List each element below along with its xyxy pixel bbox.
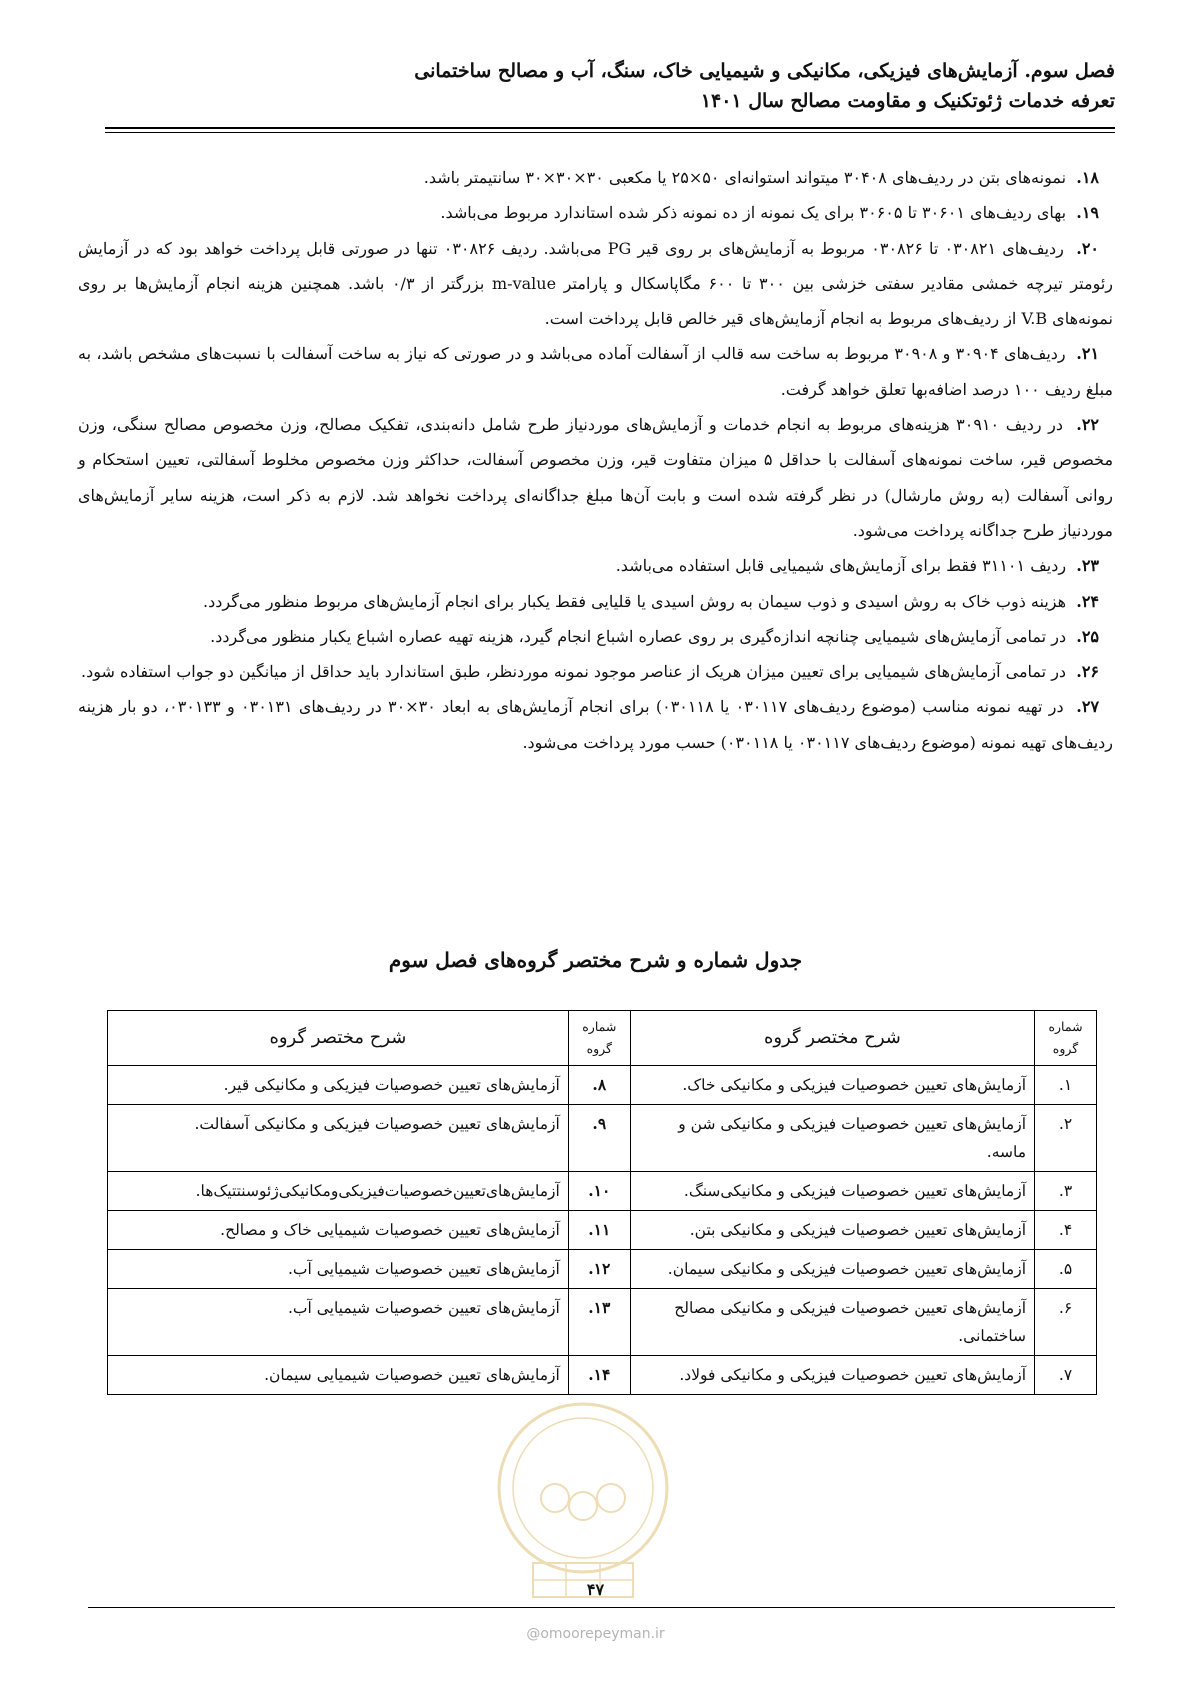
table-row — [108, 1066, 1097, 1105]
group-number: ۱۰. — [568, 1172, 630, 1211]
note-24 — [78, 584, 1113, 619]
group-number: ۷. — [1035, 1356, 1097, 1395]
group-number: ۴. — [1035, 1211, 1097, 1250]
group-number: ۵. — [1035, 1250, 1097, 1289]
note-text: ردیف‌های ۳۰۹۰۴ و ۳۰۹۰۸ مربوط به ساخت سه قالب از آسفالت آماده می‌باشد و در صورتی که نیاز به ساخت آسفالت با نسبت‌های مشخص باشد، به مبلغ ردیف ۱۰۰ درصد اضافه‌بها تعلق خواهد گرفت. — [78, 344, 1113, 399]
table-row — [108, 1105, 1097, 1172]
note-number: ۱۹. — [1076, 203, 1099, 223]
note-text: هزینه ذوب خاک به روش اسیدی و ذوب سیمان به روش اسیدی یا قلیایی فقط یکبار برای انجام آزمایش‌های مربوط منظور می‌گردد. — [203, 591, 1067, 611]
notes-list — [78, 160, 1113, 760]
note-18 — [78, 160, 1113, 195]
note-25 — [78, 619, 1113, 654]
note-text: بهای ردیف‌های ۳۰۶۰۱ تا ۳۰۶۰۵ برای یک نمونه از ده نمونه ذکر شده استاندارد مربوط می‌باشد. — [440, 203, 1067, 223]
group-description: آزمایش‌های تعیین خصوصیات شیمیایی آب. — [108, 1289, 569, 1356]
group-description: آزمایش‌های تعیین خصوصیات فیزیکی و مکانیکی‌سنگ. — [630, 1172, 1034, 1211]
table-title: جدول شماره و شرح مختصر گروه‌های فصل سوم — [388, 948, 803, 972]
note-number: ۱۸. — [1076, 168, 1099, 187]
group-number: ۱۲. — [568, 1250, 630, 1289]
table-header-row — [108, 1011, 1097, 1066]
group-description: آزمایش‌های تعیین خصوصیات فیزیکی و مکانیکی فولاد. — [630, 1356, 1034, 1395]
group-description: آزمایش‌های تعیین خصوصیات شیمیایی خاک و مصالح. — [108, 1211, 569, 1250]
note-27 — [78, 689, 1113, 760]
chapter-title: فصل سوم. آزمایش‌های فیزیکی، مکانیکی و شیمیایی خاک، سنگ، آب و مصالح ساختمانی — [414, 60, 1115, 82]
group-number: ۶. — [1035, 1289, 1097, 1356]
page-number: ۴۷ — [586, 1580, 605, 1599]
group-number: ۱۱. — [568, 1211, 630, 1250]
note-23 — [78, 548, 1113, 583]
note-number: ۲۲. — [1076, 415, 1100, 435]
note-text: در تهیه نمونه مناسب (موضوع ردیف‌های ۰۳۰۱۱۷ یا ۰۳۰۱۱۸) برای انجام آزمایش‌های به ابعاد ۳۰×۳۰ در ردیف‌های ۰۳۰۱۳۱ و ۰۳۰۱۳۳، دو بار هزینه ردیف‌های تهیه نمونه (موضوع ردیف‌های ۰۳۰۱۱۷ یا ۰۳۰۱۱۸) حسب مورد پرداخت می‌شود. — [78, 697, 1113, 752]
group-description: آزمایش‌های تعیین خصوصیات شیمیایی سیمان. — [108, 1356, 569, 1395]
group-description: آزمایش‌های تعیین خصوصیات فیزیکی و مکانیکی آسفالت. — [108, 1105, 569, 1172]
note-text: در تمامی آزمایش‌های شیمیایی برای تعیین میزان هریک از عناصر موجود نمونه موردنظر، طبق استاندارد باید حداقل از میانگین دو جواب استفاده شود. — [81, 662, 1067, 682]
group-description: آزمایش‌های تعیین خصوصیات شیمیایی آب. — [108, 1250, 569, 1289]
group-description: آزمایش‌های تعیین خصوصیات فیزیکی و مکانیکی خاک. — [630, 1066, 1034, 1105]
group-number: ۹. — [568, 1105, 630, 1172]
footer-website: @omoorepeyman.ir — [526, 1626, 665, 1642]
header-rule — [105, 127, 1115, 129]
note-number: ۲۷. — [1076, 697, 1100, 717]
group-description: آزمایش‌های‌تعیین‌خصوصیات‌فیزیکی‌ومکانیکی‌ژئوسنتتیک‌ها. — [108, 1172, 569, 1211]
groups-table — [107, 1010, 1097, 1395]
note-26 — [78, 654, 1113, 689]
group-description: آزمایش‌های تعیین خصوصیات فیزیکی و مکانیکی سیمان. — [630, 1250, 1034, 1289]
header-group-description: شرح مختصر گروه — [630, 1011, 1034, 1066]
header-rule-thin — [105, 132, 1115, 133]
table-row — [108, 1289, 1097, 1356]
group-description: آزمایش‌های تعیین خصوصیات فیزیکی و مکانیکی قیر. — [108, 1066, 569, 1105]
note-text: ردیف ۳۱۱۰۱ فقط برای آزمایش‌های شیمیایی قابل استفاده می‌باشد. — [615, 556, 1067, 576]
header-group-description: شرح مختصر گروه — [108, 1011, 569, 1066]
table-row — [108, 1356, 1097, 1395]
note-text: در تمامی آزمایش‌های شیمیایی چنانچه اندازه‌گیری بر روی عصاره اشباع انجام گیرد، هزینه تهیه عصاره اشباع یکبار منظور می‌گردد. — [210, 626, 1067, 646]
table-row — [108, 1250, 1097, 1289]
note-text: ردیف‌های ۰۳۰۸۲۱ تا ۰۳۰۸۲۶ مربوط به آزمایش‌های بر روی قیر PG می‌باشد. ردیف ۰۳۰۸۲۶ تنها در صورتی قابل پرداخت خواهد بود که در آزمایش رئومتر تیرچه خمشی مقادیر سفتی خزشی بین ۳۰۰ تا ۶۰۰ مگاپاسکال و پارامتر m-value بزرگتر از ۰/۳ باشد. همچنین هزینه انجام آزمایش‌ها بر روی نمونه‌های V.B از ردیف‌های مربوط به انجام آزمایش‌های قیر خالص قابل پرداخت است. — [78, 238, 1114, 329]
group-number: ۳. — [1035, 1172, 1097, 1211]
note-19 — [78, 195, 1113, 230]
header-group-number: شماره گروه — [568, 1011, 630, 1066]
note-number: ۲۴. — [1076, 591, 1099, 611]
group-number: ۸. — [568, 1066, 630, 1105]
note-text: در ردیف ۳۰۹۱۰ هزینه‌های مربوط به انجام خدمات و آزمایش‌های موردنیاز طرح شامل دانه‌بندی، تفکیک مصالح، وزن مخصوص مصالح سنگی، وزن مخصوص قیر، ساخت نمونه‌های آسفالت با حداقل ۵ میزان متفاوت قیر، وزن مخصوص آسفالت، حداکثر وزن مخصوص مخلوط آسفالتی، تعیین استحکام و روانی آسفالت (به روش مارشال) در نظر گرفته شده است و بابت آن‌ها مبلغ جداگانه‌ای پرداخت نخواهد شد. لازم به ذکر است، هزینه سایر آزمایش‌های موردنیاز طرح جداگانه پرداخت می‌شود. — [78, 415, 1114, 540]
note-number: ۲۱. — [1076, 344, 1100, 364]
group-number: ۲. — [1035, 1105, 1097, 1172]
header-group-number: شماره گروه — [1035, 1011, 1097, 1066]
footer-rule — [88, 1607, 1115, 1608]
group-number: ۱. — [1035, 1066, 1097, 1105]
group-description: آزمایش‌های تعیین خصوصیات فیزیکی و مکانیکی مصالح ساختمانی. — [630, 1289, 1034, 1356]
group-description: آزمایش‌های تعیین خصوصیات فیزیکی و مکانیکی شن و ماسه. — [630, 1105, 1034, 1172]
group-number: ۱۴. — [568, 1356, 630, 1395]
group-number: ۱۳. — [568, 1289, 630, 1356]
note-number: ۲۶. — [1076, 662, 1099, 682]
note-20 — [78, 231, 1113, 337]
page-header — [75, 56, 1115, 116]
watermark-seal-icon — [493, 1398, 673, 1603]
note-number: ۲۰. — [1076, 238, 1100, 258]
table-row — [108, 1172, 1097, 1211]
note-21 — [78, 336, 1113, 407]
tariff-title: تعرفه خدمات ژئوتکنیک و مقاومت مصالح سال ۱۴۰۱ — [700, 90, 1115, 112]
group-description: آزمایش‌های تعیین خصوصیات فیزیکی و مکانیکی بتن. — [630, 1211, 1034, 1250]
note-number: ۲۵. — [1076, 626, 1099, 646]
note-number: ۲۳. — [1076, 556, 1099, 576]
table-row — [108, 1211, 1097, 1250]
note-text: نمونه‌های بتن در ردیف‌های ۳۰۴۰۸ میتواند استوانه‌ای ۵۰×۲۵ یا مکعبی ۳۰×۳۰×۳۰ سانتیمتر باشد. — [423, 168, 1067, 187]
note-22 — [78, 407, 1113, 548]
